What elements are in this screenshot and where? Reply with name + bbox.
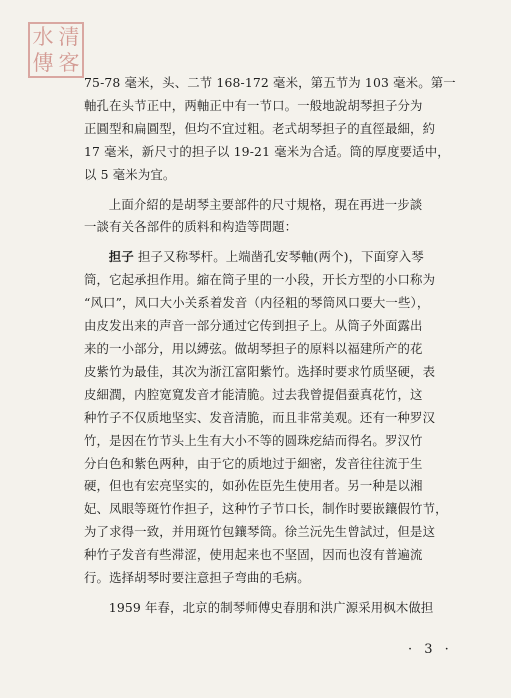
text-line: 来的一小部分，用以縛弦。做胡琴担子的原料以福建所产的花	[84, 340, 423, 356]
library-seal-watermark	[28, 22, 84, 78]
paragraph-danzi	[84, 246, 456, 590]
paragraph-1959	[84, 597, 456, 620]
seal-char: 清	[58, 25, 80, 49]
text-line: 以 5 毫米为宜。	[84, 166, 176, 182]
text-line: 行。选择胡琴时要注意担子弯曲的毛病。	[84, 570, 310, 586]
text-line: 妃、凤眼等斑竹作担子，这种竹子节口长，制作时要嵌鑲假竹节，	[84, 501, 448, 517]
text-line: 由皮发出来的声音一部分通过它传到担子上。从筒子外面露出	[84, 318, 423, 334]
section-term: 担子	[108, 249, 134, 265]
text-line: 軸孔在头节正中，两軸正中有一节口。一般地說胡琴担子分为	[84, 97, 423, 113]
text-line: 硬，但也有宏亮坚实的，如孙佐臣先生使用者。另一种是以湘	[84, 478, 423, 494]
text-line: 正圓型和扁圓型，但均不宜过粗。老式胡琴担子的直徑最細，約	[84, 120, 436, 136]
text-line: 担子又称琴杆。上端凿孔安琴軸(两个)，下面穿入琴	[137, 249, 424, 265]
text-line: 种竹子发音有些滞涩，使用起来也不坚固，因而也沒有普遍流	[84, 547, 423, 563]
text-line: 分白色和紫色两种，由于它的质地过于細密，发音往往流于生	[84, 455, 423, 471]
page-number: · 3 ·	[408, 642, 453, 657]
text-line: 17 毫米，新尺寸的担子以 19-21 毫米为合适。筒的厚度要适中，	[84, 143, 450, 159]
text-line: 皮細潤，内腔宽寬发音才能清脆。过去我曾提倡蚕真花竹，这	[84, 386, 423, 402]
text-line: 竹，是因在竹节头上生有大小不等的圆珠疙結而得名。罗汉竹	[84, 432, 423, 448]
text-line: 上面介紹的是胡琴主要部件的尺寸規格，現在再进一步談	[108, 196, 423, 212]
text-line: 为了求得一致，并用斑竹包鑲琴筒。徐兰沅先生曾試过，但是这	[84, 524, 436, 540]
paragraph-intro	[84, 194, 456, 240]
text-line: 种竹子不仅质地坚实、发音清脆，而且非常美观。还有一种罗汉	[84, 409, 436, 425]
text-line: 1959 年春，北京的制琴师傅史春朋和洪广源采用枫木做担	[108, 599, 434, 615]
text-line: 一談有关各部件的质料和构造等問題：	[84, 219, 298, 235]
seal-char: 客	[58, 51, 80, 75]
text-line: 皮紫竹为最佳，其次为浙江富阳紫竹。选择时要求竹质坚硬，表	[84, 363, 436, 379]
seal-char: 傳	[32, 51, 54, 75]
seal-char: 水	[32, 25, 54, 49]
page-body	[84, 72, 456, 620]
text-line: 75-78 毫米，头、二节 168-172 毫米，第五节为 103 毫米。第一	[84, 75, 456, 90]
text-line: 筒，它起承担作用。縮在筒子里的一小段，开长方型的小口称为	[84, 272, 436, 288]
paragraph-dimensions	[84, 72, 456, 187]
text-line: “风口”，风口大小关系着发音（内径粗的琴筒风口要大一些），	[84, 295, 430, 311]
